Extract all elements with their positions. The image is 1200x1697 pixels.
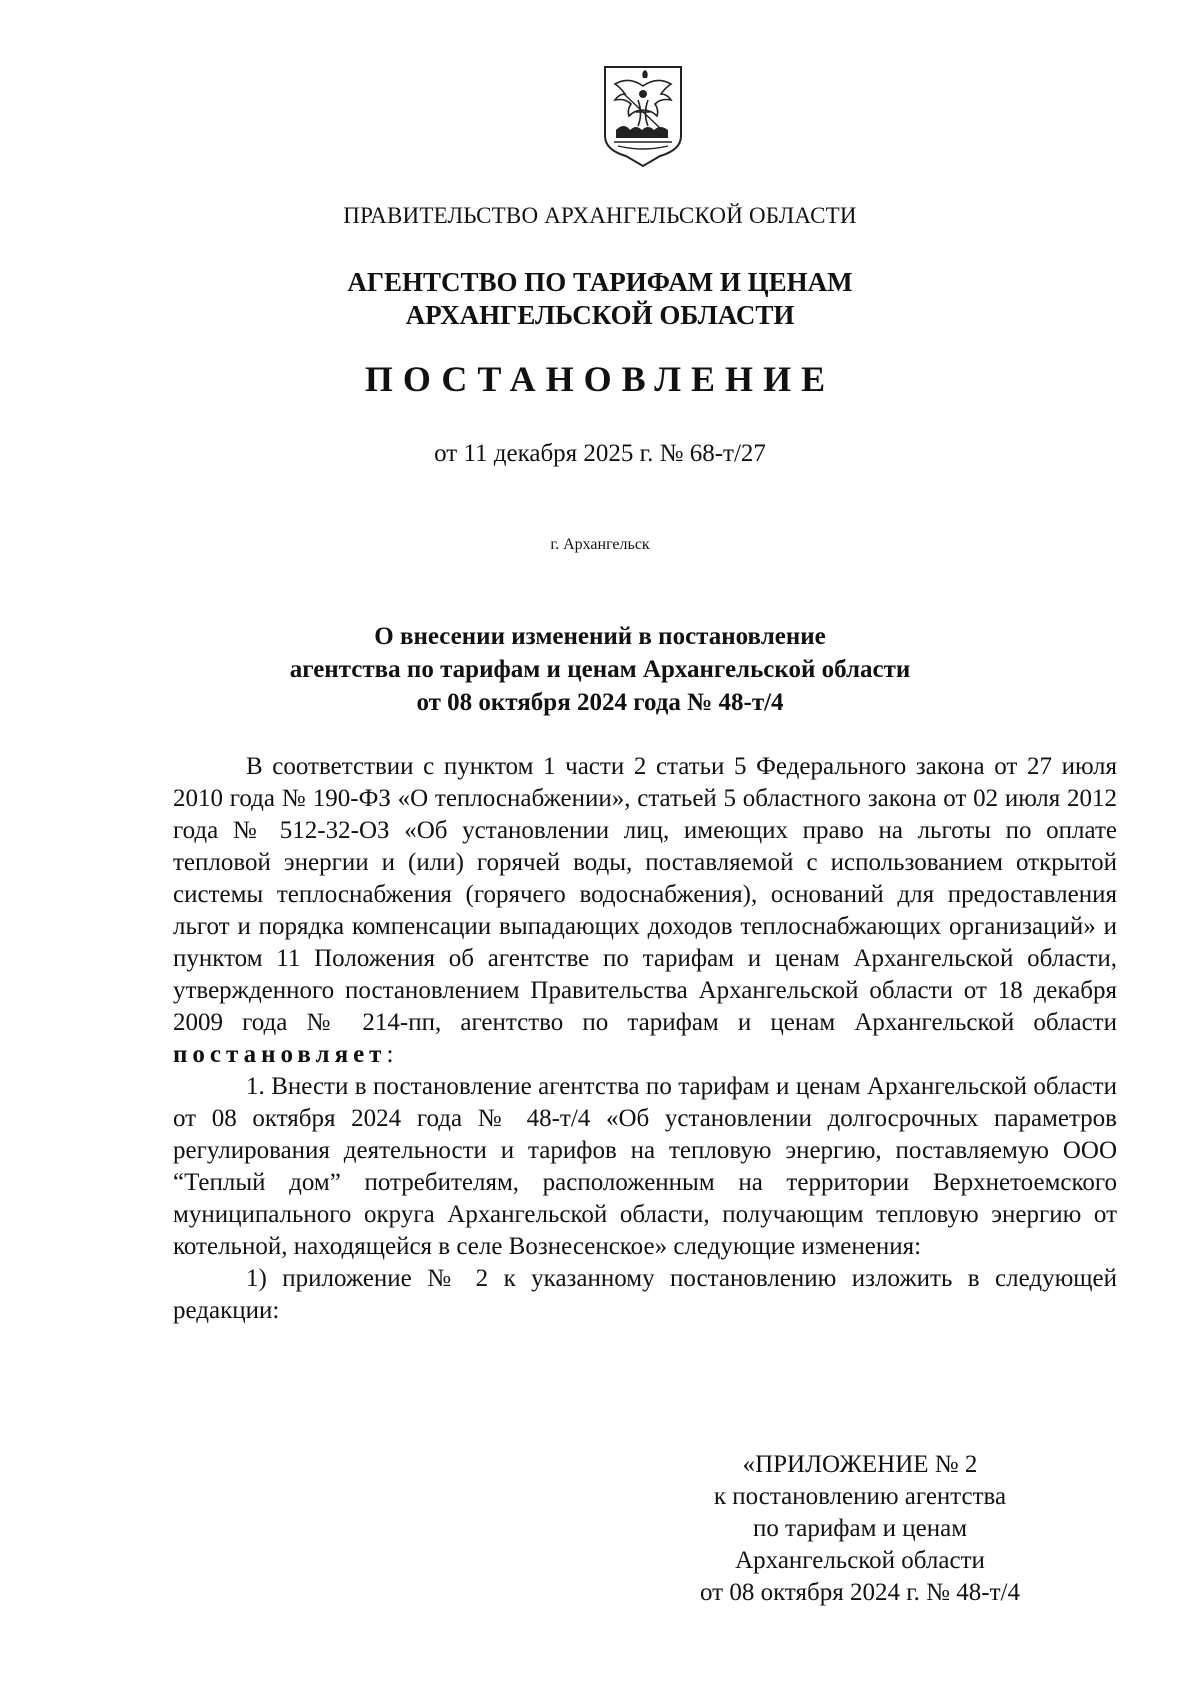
government-heading: ПРАВИТЕЛЬСТВО АРХАНГЕЛЬСКОЙ ОБЛАСТИ xyxy=(343,203,857,228)
document-body xyxy=(173,751,1117,1327)
appendix-header xyxy=(640,1449,1080,1609)
appendix-line-5: от 08 октября 2024 г. № 48-т/4 xyxy=(700,1579,1020,1606)
clause-1-item-1-paragraph: 1) приложение № 2 к указанному постановлению изложить в следующей редакции: xyxy=(173,1265,1117,1324)
coat-of-arms-icon xyxy=(602,64,684,168)
appendix-line-2: к постановлению агентства xyxy=(713,1483,1007,1510)
document-city: г. Архангельск xyxy=(550,536,650,553)
subject-line-1: О внесении изменений в постановление xyxy=(374,623,826,650)
document-type-title: ПОСТАНОВЛЕНИЕ xyxy=(364,359,836,399)
clause-1-paragraph: 1. Внести в постановление агентства по тарифам и ценам Архангельской области от 08 октября 2024 года № 48-т/4 «Об установлении долгосрочных параметров регулирования деятельности и тарифов на тепловую энергию, поставляемую ООО “Теплый дом” потребителям, расположенным на территории Верхнетоемского муниципального округа Архангельской области, получающим тепловую энергию от котельной, находящейся в селе Вознесенское» следующие изменения: xyxy=(173,1073,1117,1260)
document-subject xyxy=(0,620,1200,719)
appendix-line-3: по тарифам и ценам xyxy=(752,1515,968,1542)
agency-heading-line-1: АГЕНТСТВО ПО ТАРИФАМ И ЦЕНАМ xyxy=(347,267,853,297)
preamble-paragraph xyxy=(173,751,1117,1071)
document-number-date: от 11 декабря 2025 г. № 68-т/27 xyxy=(434,440,766,467)
appendix-line-4: Архангельской области xyxy=(735,1547,985,1574)
appendix-line-1: «ПРИЛОЖЕНИЕ № 2 xyxy=(742,1451,978,1478)
subject-line-2: агентства по тарифам и ценам Архангельской области xyxy=(289,656,911,683)
preamble-end: : xyxy=(386,1041,394,1068)
subject-line-3: от 08 октября 2024 года № 48-т/4 xyxy=(416,689,784,716)
agency-heading-line-2: АРХАНГЕЛЬСКОЙ ОБЛАСТИ xyxy=(405,300,795,330)
preamble-text: В соответствии с пунктом 1 части 2 статьи 5 Федерального закона от 27 июля 2010 года № 190-ФЗ «О теплоснабжении», статьей 5 областного закона от 02 июля 2012 года № 512-32-ОЗ «Об установлении лиц, имеющих право на льготы по оплате тепловой энергии и (или) горячей воды, поставляемой с использованием открытой системы теплоснабжения (горячего водоснабжения), оснований для предоставления льгот и порядка компенсации выпадающих доходов теплоснабжающих организаций» и пунктом 11 Положения об агентстве по тарифам и ценам Архангельской области, утвержденного постановлением Правительства Архангельской области от 18 декабря 2009 года № 214-пп, агентство по тарифам и ценам Архангельской области xyxy=(173,753,1117,1036)
decree-word: постановляет xyxy=(173,1041,387,1068)
agency-heading xyxy=(0,266,1200,332)
